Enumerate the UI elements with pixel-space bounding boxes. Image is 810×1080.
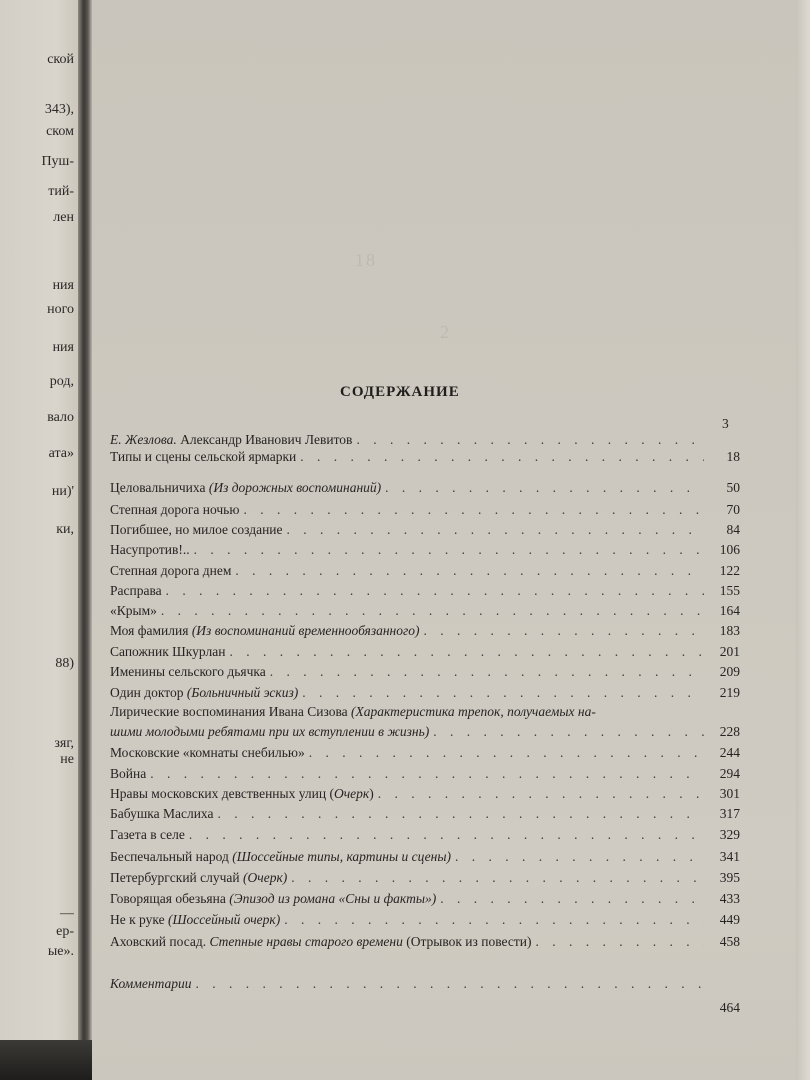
toc-entry-title: Сапожник Шкурлан (110, 644, 226, 659)
toc-page-number: 3 (722, 416, 729, 431)
toc-entry-subtitle: Очерк (333, 786, 370, 801)
left-text-fragment: Пуш- (41, 154, 74, 169)
toc-entry (110, 520, 740, 540)
left-text-fragment: ые». (47, 944, 74, 959)
left-text-fragment: ния (52, 278, 74, 293)
toc-entry-title: Степная дорога ночью (110, 502, 240, 517)
left-text-fragment: ском (46, 124, 74, 139)
toc-entry (110, 825, 740, 845)
leader-dots (291, 868, 704, 888)
leader-dots (455, 847, 704, 867)
page-title: СОДЕРЖАНИЕ (340, 384, 460, 400)
book-cover-edge (0, 1040, 92, 1080)
left-text-fragment: не (60, 752, 74, 767)
toc-entry (110, 956, 740, 1015)
left-text-fragment: ки, (56, 522, 74, 537)
toc-entry-title: Бабушка Маслиха (110, 806, 214, 821)
toc-entry-subtitle: (Шоссейный очерк) (167, 912, 281, 927)
toc-entry-title: Аховский посад. (110, 934, 207, 949)
toc-entry-subtitle: (Очерк) (243, 870, 288, 885)
toc-entry (110, 581, 740, 601)
toc-entry (110, 662, 740, 682)
toc-entry-first-line (110, 702, 596, 722)
toc-entry-title: Говорящая обезьяна (110, 891, 226, 906)
toc-entry-title: «Крым» (110, 603, 157, 618)
left-text-fragment: ни)' (51, 484, 74, 499)
left-text-fragment: 343), (44, 102, 74, 117)
toc-entry-title: Насупротив!.. (110, 542, 190, 557)
toc-entry (110, 932, 740, 952)
toc-entry (110, 784, 740, 804)
toc-entry-title: Погибшее, но милое создание (110, 522, 283, 537)
book-spine (78, 0, 92, 1080)
toc-entry (110, 868, 740, 888)
toc-entry-title: Беспечальный народ (110, 849, 229, 864)
toc-entry (110, 447, 740, 467)
leader-dots (189, 825, 704, 845)
toc-page-number: 70 (726, 502, 740, 517)
leader-dots (235, 561, 704, 581)
toc-page-number: 458 (719, 934, 740, 949)
page-edge (796, 0, 810, 1080)
toc-entry-subtitle: Степные нравы старого времени (209, 934, 403, 949)
faint-stamp-text: 18 (355, 250, 377, 270)
leader-dots (440, 889, 704, 909)
toc-entry-author: Е. Жезлова. (110, 432, 177, 447)
leader-dots (300, 447, 704, 467)
toc-page-number: 84 (726, 522, 740, 537)
toc-page-number: 164 (719, 603, 740, 618)
leader-dots (243, 500, 704, 520)
toc-entry (110, 621, 740, 641)
toc-entry-title: Петербургский случай (110, 870, 240, 885)
leader-dots (302, 683, 704, 703)
toc-page-number: 395 (719, 870, 740, 885)
toc-page-number: 301 (719, 786, 740, 801)
left-text-fragment: ния (52, 340, 74, 355)
toc-page-number: 329 (719, 827, 740, 842)
leader-dots (150, 764, 704, 784)
toc-page-number: 106 (719, 542, 740, 557)
left-text-fragment: ер- (56, 924, 74, 939)
leader-dots (535, 932, 704, 952)
left-text-fragment: зяг, (54, 736, 74, 751)
left-text-fragment: ного (47, 302, 74, 317)
left-text-fragment: род, (49, 374, 74, 389)
leader-dots (161, 601, 704, 621)
leader-dots (166, 581, 704, 601)
leader-dots (194, 540, 704, 560)
toc-entry-subtitle: (Эпизод из романа «Сны и факты») (229, 891, 437, 906)
toc-entry-title: Один доктор (110, 685, 184, 700)
toc-entry (110, 910, 740, 930)
left-text-fragment: тий- (48, 184, 74, 199)
toc-entry (110, 601, 740, 621)
toc-page-number: 294 (719, 766, 740, 781)
toc-page-number: 244 (719, 745, 740, 760)
toc-page-number: 228 (719, 724, 740, 739)
toc-entry (110, 847, 740, 867)
toc-page-number: 317 (719, 806, 740, 821)
toc-page-number: 449 (719, 912, 740, 927)
toc-page-number: 433 (719, 891, 740, 906)
toc-entry-tail: (Отрывок из повести) (406, 934, 532, 949)
toc-entry (110, 642, 740, 662)
toc-entry-title: Нравы московских девственных улиц (110, 786, 327, 801)
left-text-fragment: лен (53, 210, 74, 225)
toc-entry-title: Лирические воспоминания Ивана Сизова (110, 704, 348, 719)
leader-dots (433, 722, 704, 742)
leader-dots (287, 520, 704, 540)
toc-entry-title: Именины сельского дьячка (110, 664, 266, 679)
toc-page-number: 341 (719, 849, 740, 864)
toc-entry (110, 764, 740, 784)
toc-entry (110, 804, 740, 824)
toc-entry (110, 743, 740, 763)
toc-entry-title: Комментарии (110, 976, 192, 991)
toc-entry-title: Типы и сцены сельской ярмарки (110, 449, 297, 464)
toc-page-number: 219 (719, 685, 740, 700)
left-page (0, 0, 80, 1040)
toc-page-number: 183 (719, 623, 740, 638)
toc-entry-subtitle: (Больничный эскиз) (186, 685, 299, 700)
toc-entry-subtitle: (Из дорожных воспоминаний) (208, 480, 382, 495)
left-text-fragment: вало (47, 410, 74, 425)
toc-entry-title: Степная дорога днем (110, 563, 232, 578)
toc-page-number: 18 (726, 449, 740, 464)
toc-entry-subtitle: (Шоссейные типы, картины и сцены) (232, 849, 451, 864)
toc-entry (110, 500, 740, 520)
toc-entry (110, 683, 740, 703)
toc-entry-title: Война (110, 766, 147, 781)
leader-dots (229, 642, 704, 662)
toc-entry (110, 478, 740, 498)
left-text-fragment: ской (47, 52, 74, 67)
toc-page-number: 122 (719, 563, 740, 578)
faint-stamp-text: 2 (440, 322, 451, 342)
leader-dots (424, 621, 705, 641)
leader-dots (217, 804, 704, 824)
left-text-fragment: — (60, 906, 74, 921)
toc-page-number: 201 (719, 644, 740, 659)
toc-entry (110, 540, 740, 560)
toc-entry (110, 561, 740, 581)
left-text-fragment: 88) (55, 656, 74, 671)
toc-entry-title: Целовальничиха (110, 480, 206, 495)
toc-entry-subtitle: (Из воспоминаний временнообязанного) (191, 623, 420, 638)
toc-page-number: 155 (719, 583, 740, 598)
leader-dots (309, 743, 704, 763)
toc-page-number: 50 (726, 480, 740, 495)
toc-entry-title: Расправа (110, 583, 162, 598)
toc-entry (110, 889, 740, 909)
paren-close: ) (369, 786, 374, 801)
toc-entry-subtitle: (Характеристика трепок, получаемых на- (351, 704, 596, 719)
toc-entry-title: Московские «комнаты снебилью» (110, 745, 305, 760)
toc-entry-title: Газета в селе (110, 827, 185, 842)
toc-entry-title: Моя фамилия (110, 623, 189, 638)
toc-page-number: 464 (719, 1000, 740, 1015)
leader-dots (196, 974, 704, 994)
toc-entry-subtitle: шими молодыми ребятами при их вступлении в жизнь) (110, 724, 430, 739)
toc-entry-title: Александр Иванович Левитов (180, 432, 353, 447)
leader-dots (378, 784, 704, 804)
toc-entry-title: Не к руке (110, 912, 165, 927)
leader-dots (385, 478, 704, 498)
leader-dots (284, 910, 704, 930)
paren-open: ( (329, 786, 334, 801)
leader-dots (270, 662, 704, 682)
toc-page-number: 209 (719, 664, 740, 679)
left-text-fragment: ата» (48, 446, 74, 461)
toc-entry (110, 722, 740, 742)
